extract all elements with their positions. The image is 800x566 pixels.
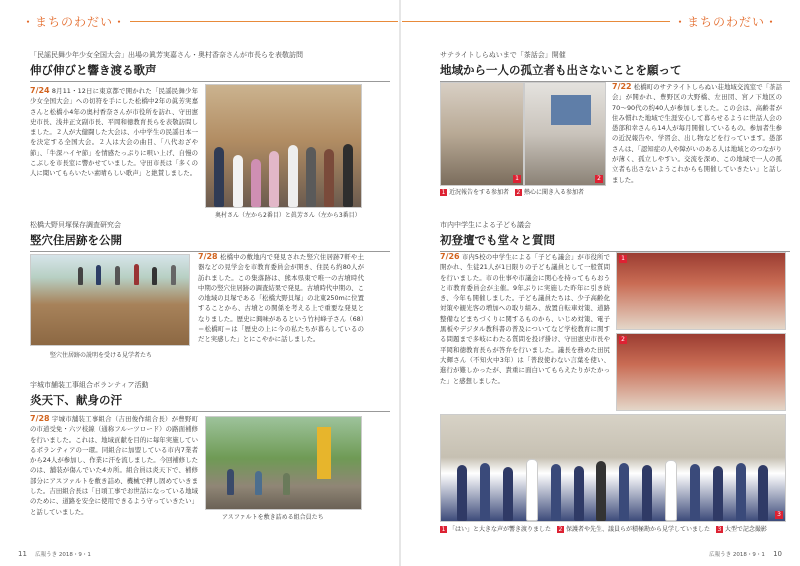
article-date: 7/26 [440, 252, 460, 261]
article-title: 初登壇でも堂々と質問 [440, 233, 555, 247]
caption-text: 「はい」と大きな声が響き渡りました [449, 526, 552, 533]
photo-people [451, 451, 775, 521]
article-title: 伸び伸びと響き渡る歌声 [30, 63, 157, 77]
photo-caption: 竪穴住居跡の説明を受ける見学者たち [50, 352, 153, 359]
article-text: 松橋町のサテライトしらぬい荘地域交流室で「茶話会」が開かれ、豊野区の大野橋、左田団、宮ノ下地区の70〜90代の約40人が参加しました。この会は、高齢者が住み慣れた地域で生涯安心して暮らせるように世話人会の愚部和幸さんら14人が毎月開催しているもの。参加者生参の近況報告や、学習会、出し物などを行っています。愚部さんは、「認知症の人や障がいのある人は地域とのつながりが薄く、孤立しやすい。交流を深め、この地域で一人の孤立者も出さないようこれからも開催していきたい」と話しました。 [612, 83, 782, 184]
caption-number: 1 [441, 189, 446, 196]
article-text: 8月11・12日に東京都で開かれた「民謡民舞少年少女全国大会」への切符を手にした松橋中2年の眞芳実嘉さんと松橋小4年の奥村香奈さんが市役所を訪れ、守田憲史市長、浅井正文副市長、平岡和徳教育長らを表敬訪問しました。２人が大健闘した大会は、小中学生の民謡日本一を決定する全国大会。２人は大会の曲目、「八代おざや節」、「牛深ハイヤ節」を情感たっぷりに唄い上げ、自慢のこぶしを市長室に響かせていました。守田市長は「多くの人に聞いてもらいたい素晴らしい歌声」と絶賛しました。 [30, 87, 198, 178]
article-teagathering-body [612, 82, 782, 185]
article-kids-assembly-body [440, 252, 610, 386]
article-text: 市内5校の中学生による「子ども議会」が市役所で開かれ、生徒21人が1日限りの子ども議員として一般質問を行いました。市の仕事や市議会に関心を持ってもらおうと市教育委員会が主催。9年ぶりに実施した昨年に引き続き、今年も開催しました。子ども議員たちは、少子高齢化対策や観光客の増加への取り組み、放置自転車対策、道路整備などまちづくりに関するものから、いじめ対策、電子黒板やデジタル教科書の普及についてなど学校教育に関する問題まで多岐にわたる質問を投げ掛け、守田憲史市長や平岡和徳教育長らが答弁を行いました。議長を務めた田尻大輝さん（不知火中3年）は「普段使わない言葉を使い、進行が難しかったが、貴重に面白いてもらえたりがたかった」と感想しました。 [440, 253, 610, 385]
article-kicker: サテライトしらぬいまで「茶話会」開催 [440, 51, 566, 59]
article-singers-body [30, 86, 198, 179]
caption-number: 3 [717, 526, 722, 533]
article-title: 竪穴住居跡を公開 [30, 233, 122, 247]
section-header-left [18, 10, 398, 32]
article-date: 7/28 [198, 252, 218, 261]
article-singers [30, 50, 390, 82]
article-rule [30, 411, 390, 412]
photo-assembly-2 [616, 333, 786, 411]
caption-text: 熱心に聞き入る参加者 [523, 189, 584, 196]
page-number-right [709, 550, 782, 558]
article-title: 炎天下、献身の汗 [30, 393, 122, 407]
photo-number: 1 [619, 255, 627, 263]
article-volunteer-body [30, 414, 198, 517]
section-header-right [402, 10, 782, 32]
photo-number: 2 [595, 175, 603, 183]
article-date: 7/22 [612, 82, 632, 91]
photo-caption: 奥村さん（左から2番目）と眞芳さん（左から3番目） [215, 212, 361, 219]
page-info: 広報うき 2018・9・1 [35, 552, 91, 558]
caption-number: 1 [441, 526, 446, 533]
section-label: ・まちのわだい・ [673, 14, 778, 29]
article-text: 宇城市舗装工事組合（吉田俊作組合長）が豊野町の市道受免・六ツ枝線（通称フルーツロード）の路面補修を行いました。これは、地域貢献を目的に毎年実施しているボランティアの一環。同組合に加盟している市内7業者から24人が参加し、作業に汗を流しました。今回補修したのは、舗装が傷んでいた4カ所。組合員は炎天下で、補修部分にアスファルトを敷き詰め、機械で押し固めていきました。吉田組合長は「日頃工事でお世話になっている地域のために、道路を安全に使用できるよう守っていきたい」と話していました。 [30, 415, 198, 516]
photo-excavation [30, 254, 190, 346]
caption-number: 2 [558, 526, 563, 533]
photo-group [440, 414, 786, 522]
photo-captions [440, 524, 767, 533]
photo-roadwork [205, 416, 362, 510]
photo-people [216, 465, 301, 495]
section-label: ・まちのわだい・ [22, 14, 127, 29]
article-kicker: 市内中学生による子ども議会 [440, 221, 531, 229]
page-number-left [18, 550, 91, 558]
photo-singers [205, 84, 362, 208]
article-date: 7/24 [30, 86, 50, 95]
article-kicker: 松橋大野貝塚保存調査研究会 [30, 221, 121, 229]
photo-assembly-1 [616, 252, 786, 330]
article-kicker: 宇城市舗装工事組合ボランティア活動 [30, 381, 149, 389]
photo-captions [440, 187, 584, 196]
header-rule [130, 21, 398, 22]
right-page [400, 0, 800, 566]
article-rule [30, 81, 390, 82]
caption-number: 2 [516, 189, 521, 196]
article-excavation-body [198, 252, 364, 345]
photo-people [71, 263, 183, 285]
photo-speaker [440, 82, 524, 186]
photo-people [210, 127, 357, 207]
article-volunteer [30, 380, 390, 412]
photo-caption: アスファルトを敷き詰める組合員たち [222, 514, 324, 521]
photo-audience [524, 82, 606, 186]
caption-text: 大型で記念撮影 [724, 526, 767, 533]
page-info: 広報うき 2018・9・1 [709, 552, 765, 558]
article-date: 7/28 [30, 414, 50, 423]
article-text: 松橋中の敷地内で発見された竪穴住居跡7軒や土器などの見学会を市教育委員会が開き、住民ら約80人が訪れました。この集落跡は、熊本県東で唯一の古墳時代中期の竪穴住居跡の調査結果で発見。古墳時代中期の、この地域の貝塚である「松橋大野貝塚」の北東250mに位置することから、古墳との関係を考える上で重要な発見となりました。歴史に興味があるという竹村峰子さん（68）＝松橋町＝は「歴史の上に今の私たちが暮らしているのだと実感した」とにこやかに話しました。 [198, 253, 364, 344]
machine [317, 427, 331, 479]
article-title: 地域から一人の孤立者も出さないことを願って [440, 63, 682, 77]
article-teagathering [440, 50, 790, 82]
page-number: 10 [773, 550, 782, 558]
header-rule [402, 21, 670, 22]
screen [551, 95, 591, 125]
article-kids-assembly [440, 220, 790, 252]
article-kicker: 「民謡民舞少年少女全国大会」出場の眞芳実嘉さん・奥村香奈さんが市長らを表敬訪問 [30, 51, 303, 59]
page-number: 11 [18, 550, 27, 558]
article-excavation [30, 220, 390, 252]
caption-text: 保護者や先生、議員らが積極勘から見学していました [565, 526, 710, 533]
photo-number: 3 [775, 511, 783, 519]
photo-number: 2 [619, 336, 627, 344]
caption-text: 近況報告をする参加者 [449, 189, 510, 196]
photo-number: 1 [513, 175, 521, 183]
